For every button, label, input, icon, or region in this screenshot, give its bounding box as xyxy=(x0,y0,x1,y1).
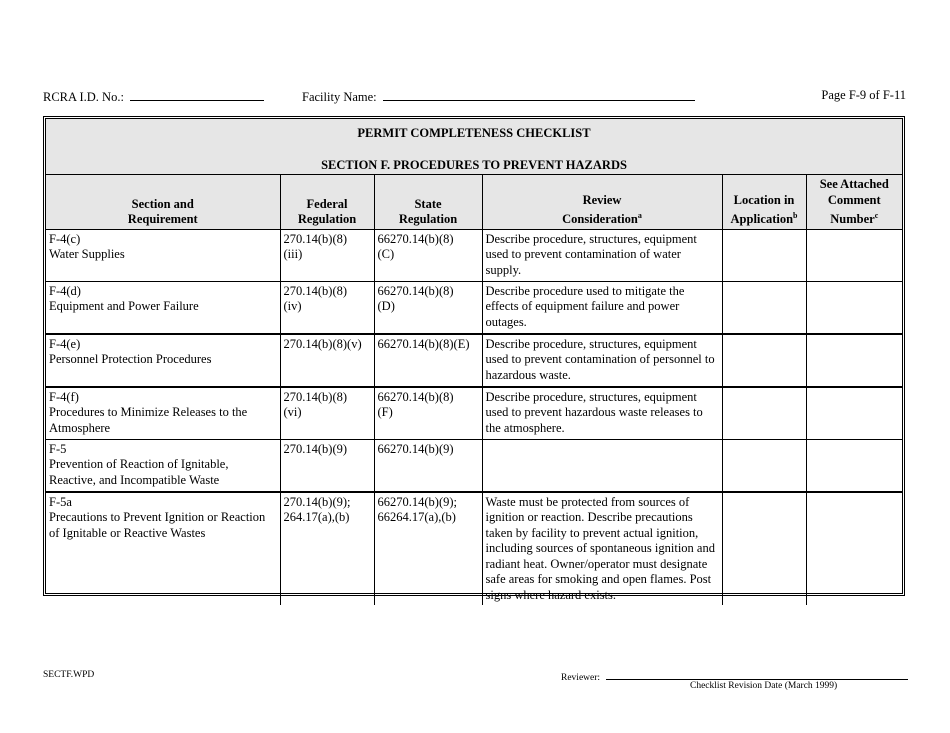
location-cell[interactable] xyxy=(722,492,806,606)
review-cell: Describe procedure, structures, equipment used to prevent contamination of water supply. xyxy=(482,229,722,281)
location-cell[interactable] xyxy=(722,387,806,440)
location-cell[interactable] xyxy=(722,229,806,281)
state-cell: 66270.14(b)(8) (C) xyxy=(374,229,482,281)
col-header-comment: See Attached Comment Number$^c$ xyxy=(806,175,902,230)
review-cell: Describe procedure used to mitigate the effects of equipment failure and power outages. xyxy=(482,281,722,334)
federal-cell: 270.14(b)(8) (iv) xyxy=(280,281,374,334)
checklist-title: PERMIT COMPLETENESS CHECKLIST xyxy=(357,126,591,140)
state-cell: 66270.14(b)(8) (F) xyxy=(374,387,482,440)
federal-cell: 270.14(b)(8) (iii) xyxy=(280,229,374,281)
state-cell: 66270.14(b)(9) xyxy=(374,439,482,492)
comment-cell[interactable] xyxy=(806,281,902,334)
rcra-id-field xyxy=(43,88,264,105)
review-cell xyxy=(482,439,722,492)
checklist-table xyxy=(46,174,902,605)
table-row xyxy=(46,229,902,281)
file-name: SECTF.WPD xyxy=(43,670,95,680)
review-cell: Describe procedure, structures, equipment used to prevent contamination of personnel to hazardous waste. xyxy=(482,334,722,387)
location-cell[interactable] xyxy=(722,281,806,334)
col-header-section: Section and Requirement xyxy=(46,175,280,230)
comment-cell[interactable] xyxy=(806,387,902,440)
state-cell: 66270.14(b)(9); 66264.17(a),(b) xyxy=(374,492,482,606)
checklist-box xyxy=(43,116,905,602)
section-cell: F-4(e) Personnel Protection Procedures xyxy=(46,334,280,387)
state-cell: 66270.14(b)(8) (D) xyxy=(374,281,482,334)
col-header-location: Location in Application$^b$ xyxy=(722,175,806,230)
rcra-id-blank xyxy=(130,88,264,101)
revision-date: Checklist Revision Date (March 1999) xyxy=(690,681,838,691)
page-number: Page F-9 of F-11 xyxy=(821,88,906,102)
facility-name-label: Facility Name: xyxy=(302,90,377,104)
table-header-row xyxy=(46,175,902,230)
comment-cell[interactable] xyxy=(806,334,902,387)
federal-cell: 270.14(b)(9); 264.17(a),(b) xyxy=(280,492,374,606)
section-title: SECTION F. PROCEDURES TO PREVENT HAZARDS xyxy=(321,158,627,172)
section-cell: F-5a Precautions to Prevent Ignition or Reaction of Ignitable or Reactive Wastes xyxy=(46,492,280,606)
col-header-review: Review Consideration$^a$ xyxy=(482,175,722,230)
section-cell: F-4(c) Water Supplies xyxy=(46,229,280,281)
reviewer-label: Reviewer: xyxy=(561,673,601,683)
comment-cell[interactable] xyxy=(806,229,902,281)
table-row xyxy=(46,387,902,440)
federal-cell: 270.14(b)(8) (vi) xyxy=(280,387,374,440)
table-row xyxy=(46,439,902,492)
location-cell[interactable] xyxy=(722,334,806,387)
comment-cell[interactable] xyxy=(806,492,902,606)
location-cell[interactable] xyxy=(722,439,806,492)
comment-cell[interactable] xyxy=(806,439,902,492)
federal-cell: 270.14(b)(8)(v) xyxy=(280,334,374,387)
rcra-id-label: RCRA I.D. No.: xyxy=(43,90,124,104)
section-cell: F-4(f) Procedures to Minimize Releases to the Atmosphere xyxy=(46,387,280,440)
state-cell: 66270.14(b)(8)(E) xyxy=(374,334,482,387)
table-row xyxy=(46,334,902,387)
col-header-federal: Federal Regulation xyxy=(280,175,374,230)
facility-name-blank xyxy=(383,88,695,101)
facility-name-field xyxy=(302,88,695,105)
table-row xyxy=(46,281,902,334)
review-cell: Describe procedure, structures, equipment used to prevent hazardous waste releases to the atmosphere. xyxy=(482,387,722,440)
federal-cell: 270.14(b)(9) xyxy=(280,439,374,492)
section-cell: F-4(d) Equipment and Power Failure xyxy=(46,281,280,334)
reviewer-blank xyxy=(606,670,908,680)
col-header-state: State Regulation xyxy=(374,175,482,230)
review-cell: Waste must be protected from sources of ignition or reaction. Describe precautions taken by facility to prevent actual ignition, including sources of spontaneous ignition and radiant heat. Owner/operator must designate safe areas for smoking and open flames. Post signs where hazard exists. xyxy=(482,492,722,606)
section-cell: F-5 Prevention of Reaction of Ignitable, Reactive, and Incompatible Waste xyxy=(46,439,280,492)
checklist-title-bar xyxy=(46,119,902,175)
table-row xyxy=(46,492,902,606)
